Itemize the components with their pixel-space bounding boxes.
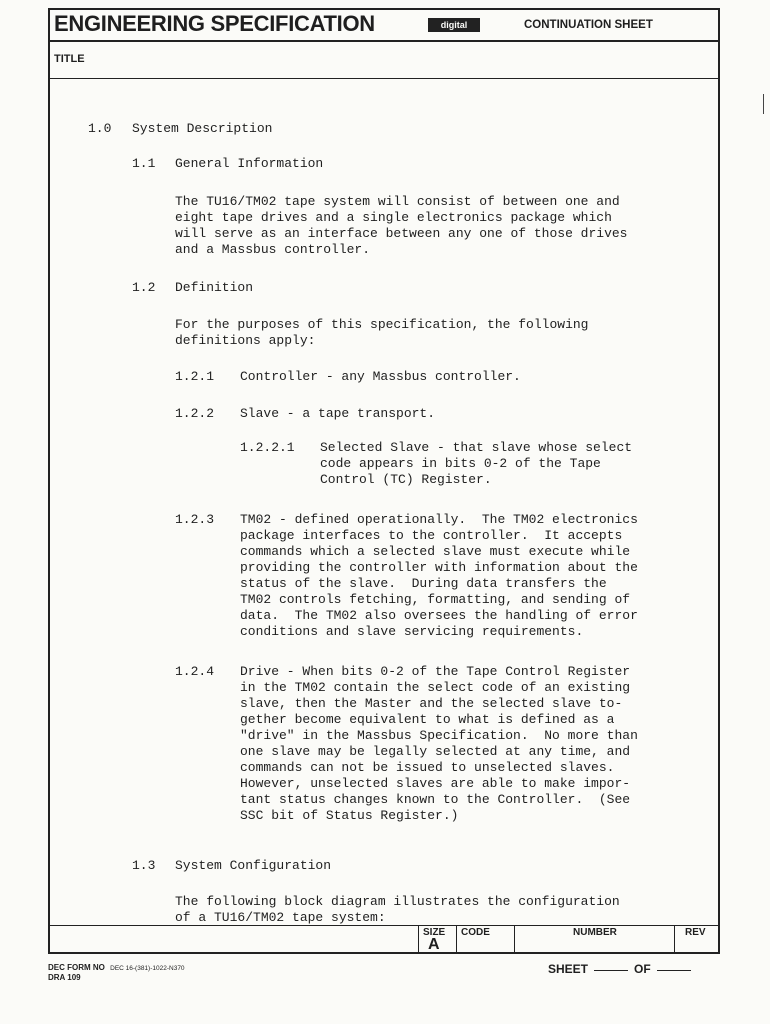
text-line: TM02 - defined operationally. The TM02 electronics bbox=[240, 512, 638, 527]
text-line: code appears in bits 0-2 of the Tape bbox=[320, 456, 601, 471]
size-label: SIZE bbox=[423, 927, 446, 938]
paragraph-1-1 bbox=[175, 194, 627, 258]
definition-1-2-2-1 bbox=[320, 440, 632, 488]
number-label: NUMBER bbox=[573, 927, 617, 938]
section-number: 1.1 bbox=[132, 156, 156, 171]
number-cell bbox=[514, 926, 674, 952]
section-heading: System Configuration bbox=[175, 858, 332, 873]
title-row bbox=[50, 40, 718, 79]
section-heading: System Description bbox=[132, 121, 273, 136]
text-line: definitions apply: bbox=[175, 333, 316, 348]
text-line: Drive - When bits 0-2 of the Tape Control Register bbox=[240, 664, 631, 679]
spec-sheet bbox=[48, 8, 720, 954]
text-line: The following block diagram illustrates the configuration bbox=[175, 894, 620, 909]
text-line: slave, then the Master and the selected slave to- bbox=[240, 696, 623, 711]
text-line: TM02 controls fetching, formatting, and sending of bbox=[240, 592, 631, 607]
paragraph-1-2 bbox=[175, 317, 588, 349]
text-line: However, unselected slaves are able to make impor- bbox=[240, 776, 631, 791]
text-line: status of the slave. During data transfers the bbox=[240, 576, 607, 591]
definition-number: 1.2.3 bbox=[175, 512, 215, 527]
section-heading: General Information bbox=[175, 156, 324, 171]
definition-number: 1.2.4 bbox=[175, 664, 215, 679]
text-line: gether become equivalent to what is defined as a bbox=[240, 712, 615, 727]
text-line: data. The TM02 also oversees the handling of error bbox=[240, 608, 638, 623]
form-number-prefix: DEC FORM NO bbox=[48, 963, 105, 972]
text-line: Selected Slave - that slave whose select bbox=[320, 440, 633, 455]
text-line: package interfaces to the controller. It accepts bbox=[240, 528, 623, 543]
title-label: TITLE bbox=[54, 53, 85, 65]
definition-number: 1.2.2.1 bbox=[240, 440, 295, 455]
text-line: will serve as an interface between any one of those drives bbox=[175, 226, 628, 241]
definition-number: 1.2.1 bbox=[175, 369, 215, 384]
text-line: commands can not be issued to unselected slaves. bbox=[240, 760, 615, 775]
text-line: one slave may be legally selected at any time, and bbox=[240, 744, 631, 759]
definition-1-2-3 bbox=[240, 512, 638, 640]
definition-number: 1.2.2 bbox=[175, 406, 215, 421]
rev-cell bbox=[674, 926, 720, 952]
form-number-block bbox=[48, 963, 185, 982]
text-line: of a TU16/TM02 tape system: bbox=[175, 910, 386, 925]
company-logo: digital bbox=[428, 18, 480, 32]
size-cell bbox=[418, 926, 456, 952]
sheet-number-blank bbox=[594, 970, 628, 971]
text-line: and a Massbus controller. bbox=[175, 242, 371, 257]
sheet-label: SHEET bbox=[548, 962, 589, 976]
section-number: 1.2 bbox=[132, 280, 156, 295]
text-line: providing the controller with information about the bbox=[240, 560, 638, 575]
form-dra-number: DRA 109 bbox=[48, 973, 81, 982]
definition-text: Controller - any Massbus controller. bbox=[240, 369, 521, 384]
text-line: eight tape drives and a single electronics package which bbox=[175, 210, 612, 225]
text-line: For the purposes of this specification, the following bbox=[175, 317, 589, 332]
section-number: 1.3 bbox=[132, 858, 156, 873]
text-line: commands which a selected slave must execute while bbox=[240, 544, 631, 559]
paragraph-1-3 bbox=[175, 894, 620, 926]
code-cell bbox=[456, 926, 514, 952]
of-label: OF bbox=[634, 962, 651, 976]
text-line: "drive" in the Massbus Specification. No more than bbox=[240, 728, 638, 743]
definition-text: Slave - a tape transport. bbox=[240, 406, 436, 421]
text-line: tant status changes known to the Controller. (See bbox=[240, 792, 631, 807]
sheet-header bbox=[50, 10, 718, 42]
sheet-total-blank bbox=[657, 970, 691, 971]
text-line: conditions and slave servicing requirements. bbox=[240, 624, 584, 639]
text-line: SSC bit of Status Register.) bbox=[240, 808, 459, 823]
sheet-of-block bbox=[548, 962, 697, 976]
title-block-footer bbox=[50, 925, 718, 952]
margin-tick-mark bbox=[763, 94, 764, 114]
rev-label: REV bbox=[685, 927, 706, 938]
definition-1-2-4 bbox=[240, 664, 638, 824]
text-line: in the TM02 contain the select code of an existing bbox=[240, 680, 631, 695]
code-label: CODE bbox=[461, 927, 490, 938]
text-line: The TU16/TM02 tape system will consist of between one and bbox=[175, 194, 620, 209]
form-title: ENGINEERING SPECIFICATION bbox=[54, 11, 375, 36]
continuation-sheet-label: CONTINUATION SHEET bbox=[524, 19, 653, 31]
text-line: Control (TC) Register. bbox=[320, 472, 492, 487]
section-number: 1.0 bbox=[88, 121, 112, 136]
size-value: A bbox=[428, 936, 440, 953]
form-number-code: DEC 16-(381)-1022-N370 bbox=[110, 965, 185, 972]
section-heading: Definition bbox=[175, 280, 254, 295]
